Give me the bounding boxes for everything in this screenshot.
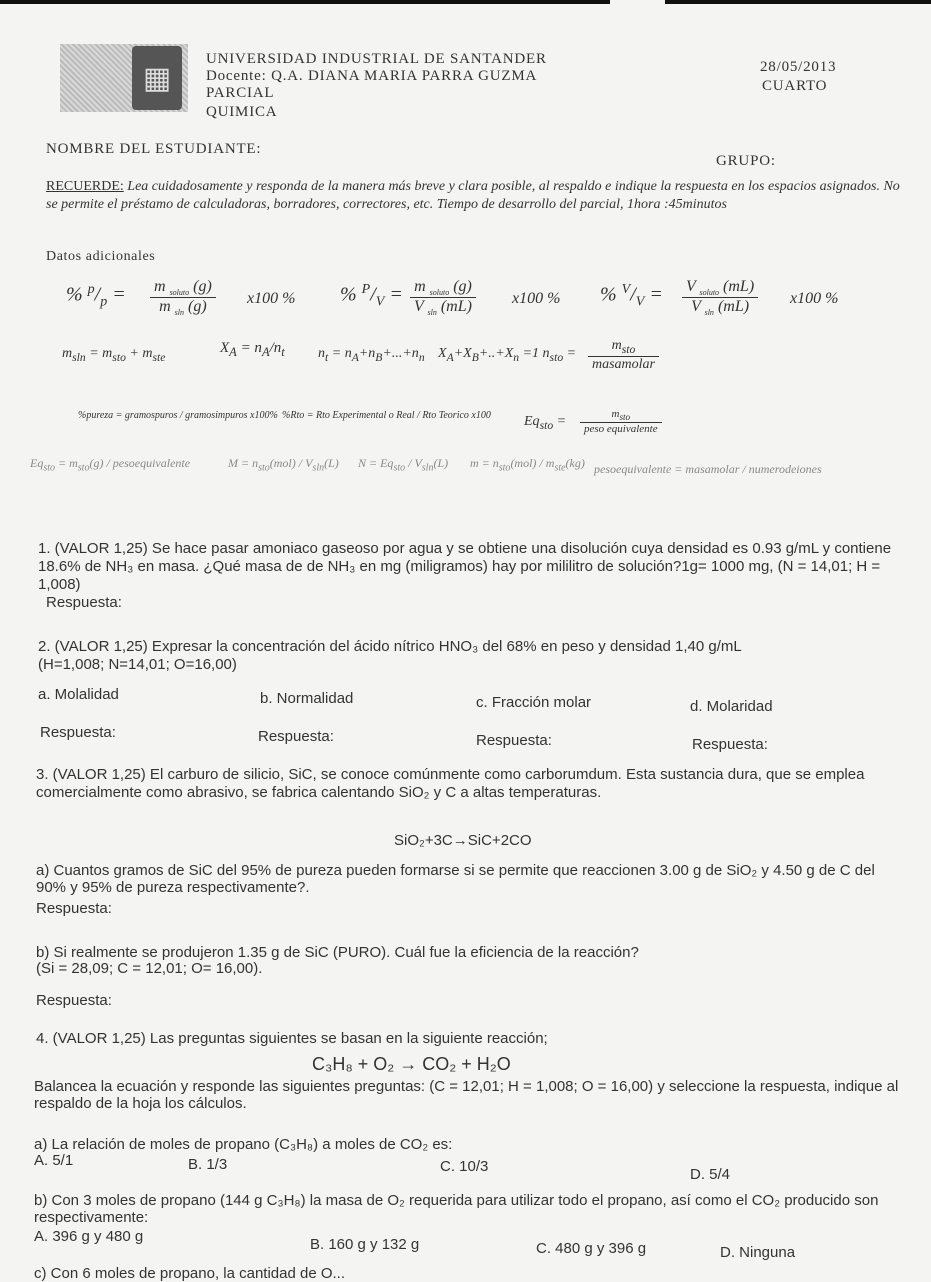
formula-equiv-weight-faint: pesoequivalente = masamolar / numerodeiones [594, 462, 822, 476]
formula-vv-fraction: V $_{soluto}$ (mL) V $_{sln}$ (mL) [682, 278, 758, 317]
scan-top-gap [610, 0, 665, 4]
instructions-text: Lea cuidadosamente y responda de la manera más breve y clara posible, al respaldo e indique la respuesta en los espacios asignados. No se permite el préstamo de calculadoras, borradores, correctores, etc. Tiempo de desarrollo del parcial, 1hora :45minutos [46, 179, 900, 212]
question-4-part-c: c) Con 6 moles de propano, la cantidad de O... [34, 1265, 346, 1282]
question-4-b-option-d: D. Ninguna [720, 1244, 796, 1261]
question-2-option-c: c. Fracción molar [476, 694, 592, 711]
subject: QUIMICA [206, 104, 278, 120]
formula-pv-x100: x100 % [512, 290, 561, 307]
question-2-option-a: a. Molalidad [38, 686, 119, 703]
question-4-a-option-b: B. 1/3 [188, 1156, 228, 1173]
question-2-masses: (H=1,008; N=14,01; O=16,00) [38, 656, 237, 673]
formula-vv-x100: x100 % [790, 290, 839, 307]
question-4-part-b: b) Con 3 moles de propano (144 g C₃H₈) la masa de O₂ requerida para utilizar todo el propano, así como el CO₂ producido son respectivamente: [34, 1192, 879, 1226]
question-4-a-option-a: A. 5/1 [34, 1152, 74, 1169]
formula-fraction-sum: $X_A+X_B+..+X_n =1$ $n_{sto}$ = [438, 346, 577, 364]
formulas-title: Datos adicionales [46, 249, 156, 264]
instructions [46, 178, 904, 214]
question-3-reaction: SiO₂+3C→SiC+2CO [394, 832, 532, 849]
question-3-part-b: b) Si realmente se produjeron 1.35 g de SiC (PURO). Cuál fue la eficiencia de la reacción? [36, 944, 639, 961]
formula-eq-faint: $Eq_{sto} = m_{sto}(g)$ / pesoequivalente [30, 456, 191, 474]
formula-molarity-faint: $M = n_{sto}(mol) / V_{sln}(L)$ [228, 456, 339, 474]
formula-vv-label: % $^V/_V$ = [600, 282, 663, 310]
question-4-a-option-c: C. 10/3 [440, 1158, 489, 1175]
question-2-text: 2. (VALOR 1,25) Expresar la concentración del ácido nítrico HNO₃ del 68% en peso y densidad 1,40 g/mL [38, 638, 742, 655]
formula-molality-faint: $m = n_{sto}(mol) / m_{ste}(kg)$ [470, 456, 585, 474]
question-4-a-option-d: D. 5/4 [690, 1166, 731, 1183]
formula-pv-fraction: m $_{soluto}$ (g) V $_{sln}$ (mL) [410, 278, 476, 317]
question-2-answer-b: Respuesta: [258, 728, 334, 745]
student-name-label: NOMBRE DEL ESTUDIANTE: [46, 141, 262, 157]
formula-equivalents-fraction: $m_{sto}$ peso equivalente [580, 408, 662, 435]
exam-quarter: CUARTO [762, 78, 828, 94]
question-2-option-b: b. Normalidad [260, 690, 354, 707]
question-3-text: 3. (VALOR 1,25) El carburo de silicio, SiC, se conoce comúnmente como carborumdum. Esta sustancia dura, que se emplea comercialmente como abrasivo, se fabrica calentando SiO₂ y C a altas temperaturas. [36, 766, 865, 801]
question-4-text: 4. (VALOR 1,25) Las preguntas siguientes se basan en la siguiente reacción; [36, 1030, 548, 1047]
question-3-answer-a: Respuesta: [36, 900, 112, 917]
formula-purity: %pureza = gramospuros / gramosimpuros x100% [78, 410, 278, 421]
exam-type: PARCIAL [206, 85, 275, 101]
formula-pp-fraction: m $_{soluto}$ (g) m $_{sln}$ (g) [150, 278, 216, 317]
question-4-b-option-a: A. 396 g y 480 g [34, 1228, 144, 1245]
question-3-part-b-masses: (Si = 28,09; C = 12,01; O= 16,00). [36, 960, 263, 977]
formula-normality-faint: $N = Eq_{sto} / V_{sln}(L)$ [358, 456, 449, 474]
formula-mole-fraction: $X_A = n_A/n_t$ [220, 340, 285, 359]
question-3-part-a: a) Cuantos gramos de SiC del 95% de pureza pueden formarse si se permite que reaccionen 3.00 g de SiO₂ y 4.50 g de C del 90% y 95% de pureza respectivamente?. [36, 862, 875, 896]
question-4-reaction: C₃H₈ + O₂ → CO₂ + H₂O [312, 1054, 511, 1074]
formula-equivalents: $Eq_{sto}$ = [524, 414, 567, 432]
scan-top-edge [0, 0, 931, 4]
instructions-label: RECUERDE: [46, 179, 124, 194]
question-1-answer-label: Respuesta: [46, 594, 122, 611]
teacher-name: Docente: Q.A. DIANA MARIA PARRA GUZMA [206, 68, 538, 84]
question-3-answer-b: Respuesta: [36, 992, 112, 1009]
formula-total-moles: $n_t = n_A+n_B+...+n_n$ [318, 346, 425, 364]
question-2-answer-c: Respuesta: [476, 732, 552, 749]
formula-pp-x100: x100 % [247, 290, 296, 307]
formula-moles-fraction: $m_{sto}$ masamolar [588, 338, 659, 373]
formula-pp-label: % $^p/_p$ = [66, 282, 126, 310]
question-4-b-option-b: B. 160 g y 132 g [310, 1236, 420, 1253]
exam-date: 28/05/2013 [760, 59, 837, 75]
university-name: UNIVERSIDAD INDUSTRIAL DE SANTANDER [206, 51, 547, 67]
group-label: GRUPO: [716, 153, 776, 169]
formula-yield: %Rto = Rto Experimental o Real / Rto Teorico x100 [282, 410, 491, 421]
university-seal-icon: ▦ [132, 46, 182, 110]
formula-mass-sum: $m_{sln} = m_{sto} + m_{ste}$ [62, 346, 166, 364]
question-2-answer-a: Respuesta: [40, 724, 116, 741]
question-4-b-option-c: C. 480 g y 396 g [536, 1240, 647, 1257]
question-1-text: 1. (VALOR 1,25) Se hace pasar amoniaco gaseoso por agua y se obtiene una disolución cuya densidad es 0.93 g/mL y contiene 18.6% de NH₃ en masa. ¿Qué masa de de NH₃ en mg (miligramos) hay por mililitro de solución?1g= 1000 mg, (N = 14,01; H = 1,008) [38, 540, 892, 593]
question-4-part-a: a) La relación de moles de propano (C₃H₈) a moles de CO₂ es: [34, 1136, 453, 1153]
question-4-instruction: Balancea la ecuación y responde las siguientes preguntas: (C = 12,01; H = 1,008; O = 16,00) y seleccione la respuesta, indique al respaldo de la hoja los cálculos. [34, 1078, 899, 1112]
question-2-answer-d: Respuesta: [692, 736, 768, 753]
question-2-option-d: d. Molaridad [690, 698, 773, 715]
formula-pv-label: % $^P/_V$ = [340, 282, 403, 310]
